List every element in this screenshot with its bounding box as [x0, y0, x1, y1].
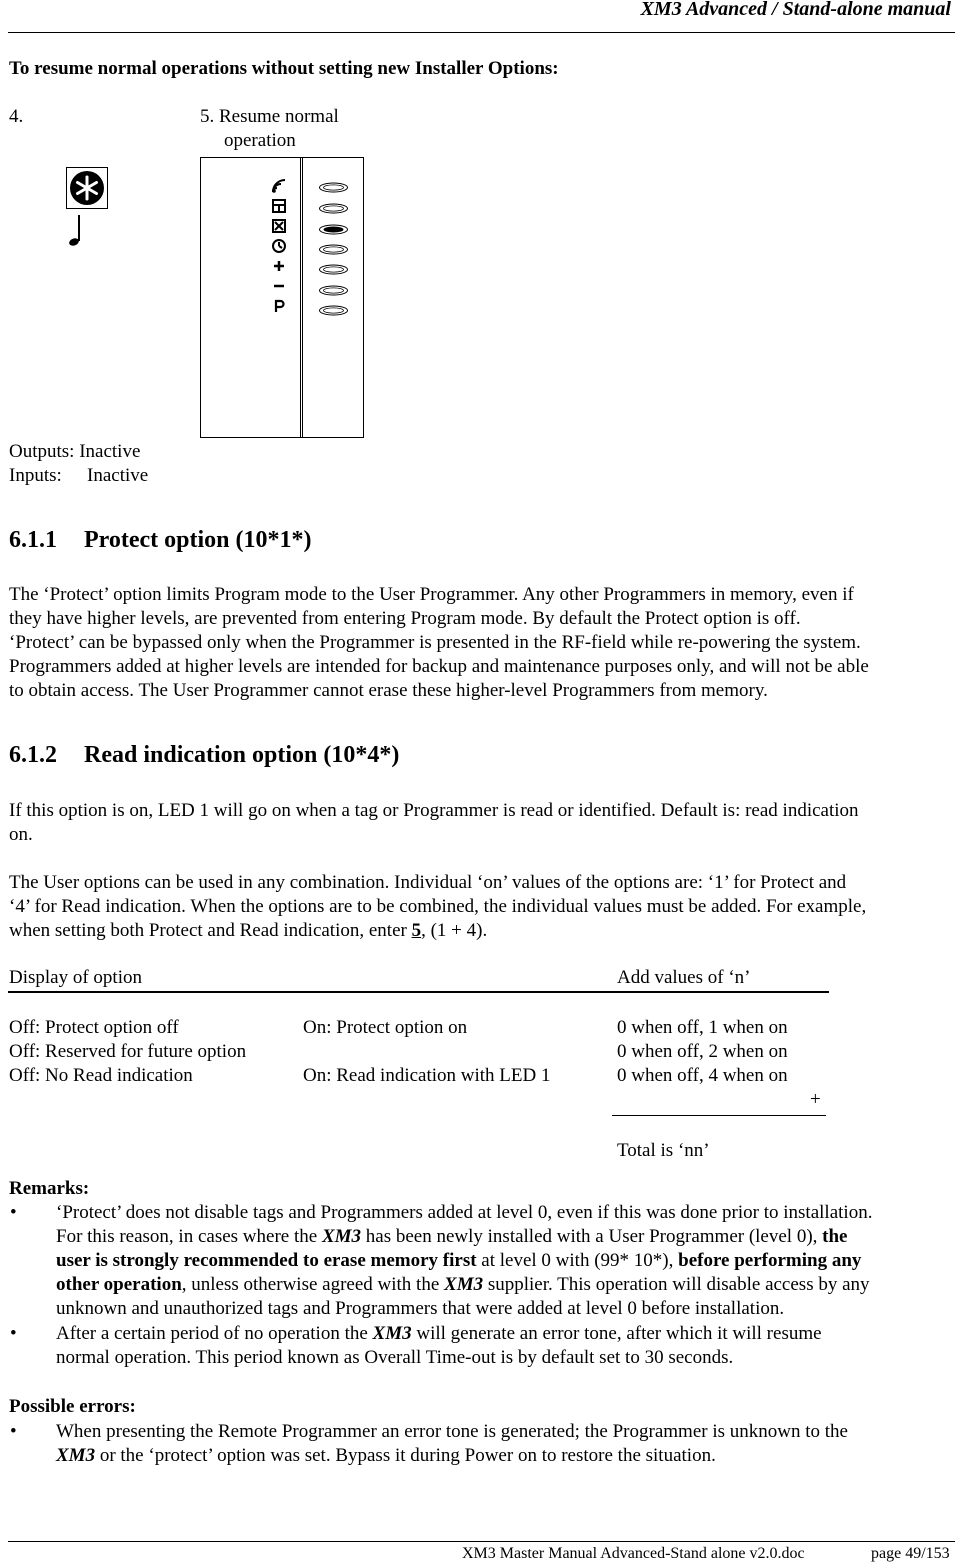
- row-3-value: 0 when off, 4 when on: [617, 1065, 788, 1086]
- error-1-line-1: When presenting the Remote Programmer an error tone is generated; the Programmer is unknown to the: [56, 1421, 848, 1442]
- outputs-status: Outputs: Inactive: [9, 441, 141, 462]
- example-value: 5: [411, 920, 422, 941]
- remarks-bullet-1: •: [10, 1202, 17, 1223]
- combo-line-1: The User options can be used in any combination. Individual ‘on’ values of the options are: ‘1’ for Protect and: [9, 872, 847, 893]
- section-612-title: Read indication option (10*4*): [84, 742, 400, 768]
- led-5: [318, 264, 349, 275]
- table-header-right: Add values of ‘n’: [617, 967, 751, 988]
- led-2: [318, 203, 349, 214]
- section-612-number: 6.1.2: [9, 742, 57, 768]
- footer-rule: [8, 1541, 955, 1542]
- section-612-line-2: on.: [9, 824, 33, 845]
- remark-2-line-1: After a certain period of no operation the XM3 will generate an error tone, after which it will resume: [56, 1323, 822, 1344]
- running-header: XM3 Advanced / Stand-alone manual: [640, 0, 951, 20]
- remark-1-line-3: user is strongly recommended to erase memory first at level 0 with (99* 10*), before performing any: [56, 1250, 862, 1271]
- section-611-line-1: The ‘Protect’ option limits Program mode to the User Programmer. Any other Programmers in memory, even if: [9, 584, 854, 605]
- errors-bullet-1: •: [10, 1421, 17, 1442]
- header-rule: [8, 32, 955, 33]
- inputs-status: Inactive: [87, 465, 149, 486]
- step-4-label: 4.: [9, 106, 24, 127]
- minus-icon: [271, 278, 287, 294]
- row-1-value: 0 when off, 1 when on: [617, 1017, 788, 1038]
- remark-1-line-4: other operation, unless otherwise agreed with the XM3 supplier. This operation will disable access by any: [56, 1274, 870, 1295]
- star-key: [66, 167, 108, 209]
- row-1-on: On: Protect option on: [303, 1017, 468, 1038]
- remarks-title: Remarks:: [9, 1178, 90, 1199]
- clock-icon: [271, 238, 287, 254]
- section-611-number: 6.1.1: [9, 527, 57, 553]
- reader-panel: [200, 157, 364, 438]
- section-612-line-1: If this option is on, LED 1 will go on when a tag or Programmer is read or identified. Default is: read indication: [9, 800, 859, 821]
- step-5-label-cont: operation: [224, 130, 296, 151]
- p-icon: [271, 298, 287, 314]
- footer-filename: XM3 Master Manual Advanced-Stand alone v2.0.doc: [462, 1545, 805, 1562]
- remark-2-line-2: normal operation. This period known as Overall Time-out is by default set to 30 seconds.: [56, 1347, 734, 1368]
- section-611-line-5: to obtain access. The User Programmer cannot erase these higher-level Programmers from memory.: [9, 680, 768, 701]
- remark-1-line-1: ‘Protect’ does not disable tags and Programmers added at level 0, even if this was done prior to installation.: [56, 1202, 873, 1223]
- led-1: [318, 182, 349, 193]
- step-5-label: 5. Resume normal: [200, 106, 339, 127]
- combo-line-2: ‘4’ for Read indication. When the options are to be combined, the individual values must be added. For example,: [9, 896, 867, 917]
- section-611-line-4: Programmers added at higher levels are intended for backup and maintenance purposes only, and will not be able: [9, 656, 869, 677]
- remark-1-line-2: For this reason, in cases where the XM3 has been newly installed with a User Programmer (level 0), the: [56, 1226, 848, 1247]
- table-header-left: Display of option: [9, 967, 142, 988]
- combo-line-3: when setting both Protect and Read indication, enter 5, (1 + 4).: [9, 920, 488, 941]
- rf-signal-icon: [271, 178, 287, 194]
- remarks-bullet-2: •: [10, 1323, 17, 1344]
- sum-plus: +: [810, 1089, 821, 1110]
- indicator-icon-column: [271, 178, 287, 318]
- row-2-off: Off: Reserved for future option: [9, 1041, 247, 1062]
- short-beep-note-icon: [66, 213, 86, 249]
- box-x-icon: [271, 218, 287, 234]
- errors-title: Possible errors:: [9, 1396, 136, 1417]
- section-611-title: Protect option (10*1*): [84, 527, 312, 553]
- panel-divider: [300, 158, 303, 437]
- section-611-line-3: ‘Protect’ can be bypassed only when the Programmer is presented in the RF-field while re-powering the system.: [9, 632, 861, 653]
- sum-rule: [612, 1115, 826, 1116]
- program-icon: [271, 198, 287, 214]
- remark-1-line-5: unknown and unauthorized tags and Programmers that were added at level 0 before installation.: [56, 1298, 785, 1319]
- error-1-line-2: XM3 or the ‘protect’ option was set. Bypass it during Power on to restore the situation.: [56, 1445, 716, 1466]
- inputs-label: Inputs:: [9, 465, 62, 486]
- row-3-on: On: Read indication with LED 1: [303, 1065, 551, 1086]
- led-3-on: [318, 224, 349, 235]
- total-label: Total is ‘nn’: [617, 1140, 710, 1161]
- asterisk-icon: [67, 168, 107, 208]
- led-4: [318, 244, 349, 255]
- section-611-line-2: they have higher levels, are prevented from entering Program mode. By default the Protect option is off.: [9, 608, 801, 629]
- table-header-rule: [8, 991, 829, 993]
- plus-icon: [271, 258, 287, 274]
- footer-page-number: page 49/153: [871, 1545, 950, 1562]
- led-6: [318, 285, 349, 296]
- row-3-off: Off: No Read indication: [9, 1065, 193, 1086]
- resume-title: To resume normal operations without setting new Installer Options:: [9, 58, 559, 79]
- row-1-off: Off: Protect option off: [9, 1017, 179, 1038]
- row-2-value: 0 when off, 2 when on: [617, 1041, 788, 1062]
- led-7: [318, 305, 349, 316]
